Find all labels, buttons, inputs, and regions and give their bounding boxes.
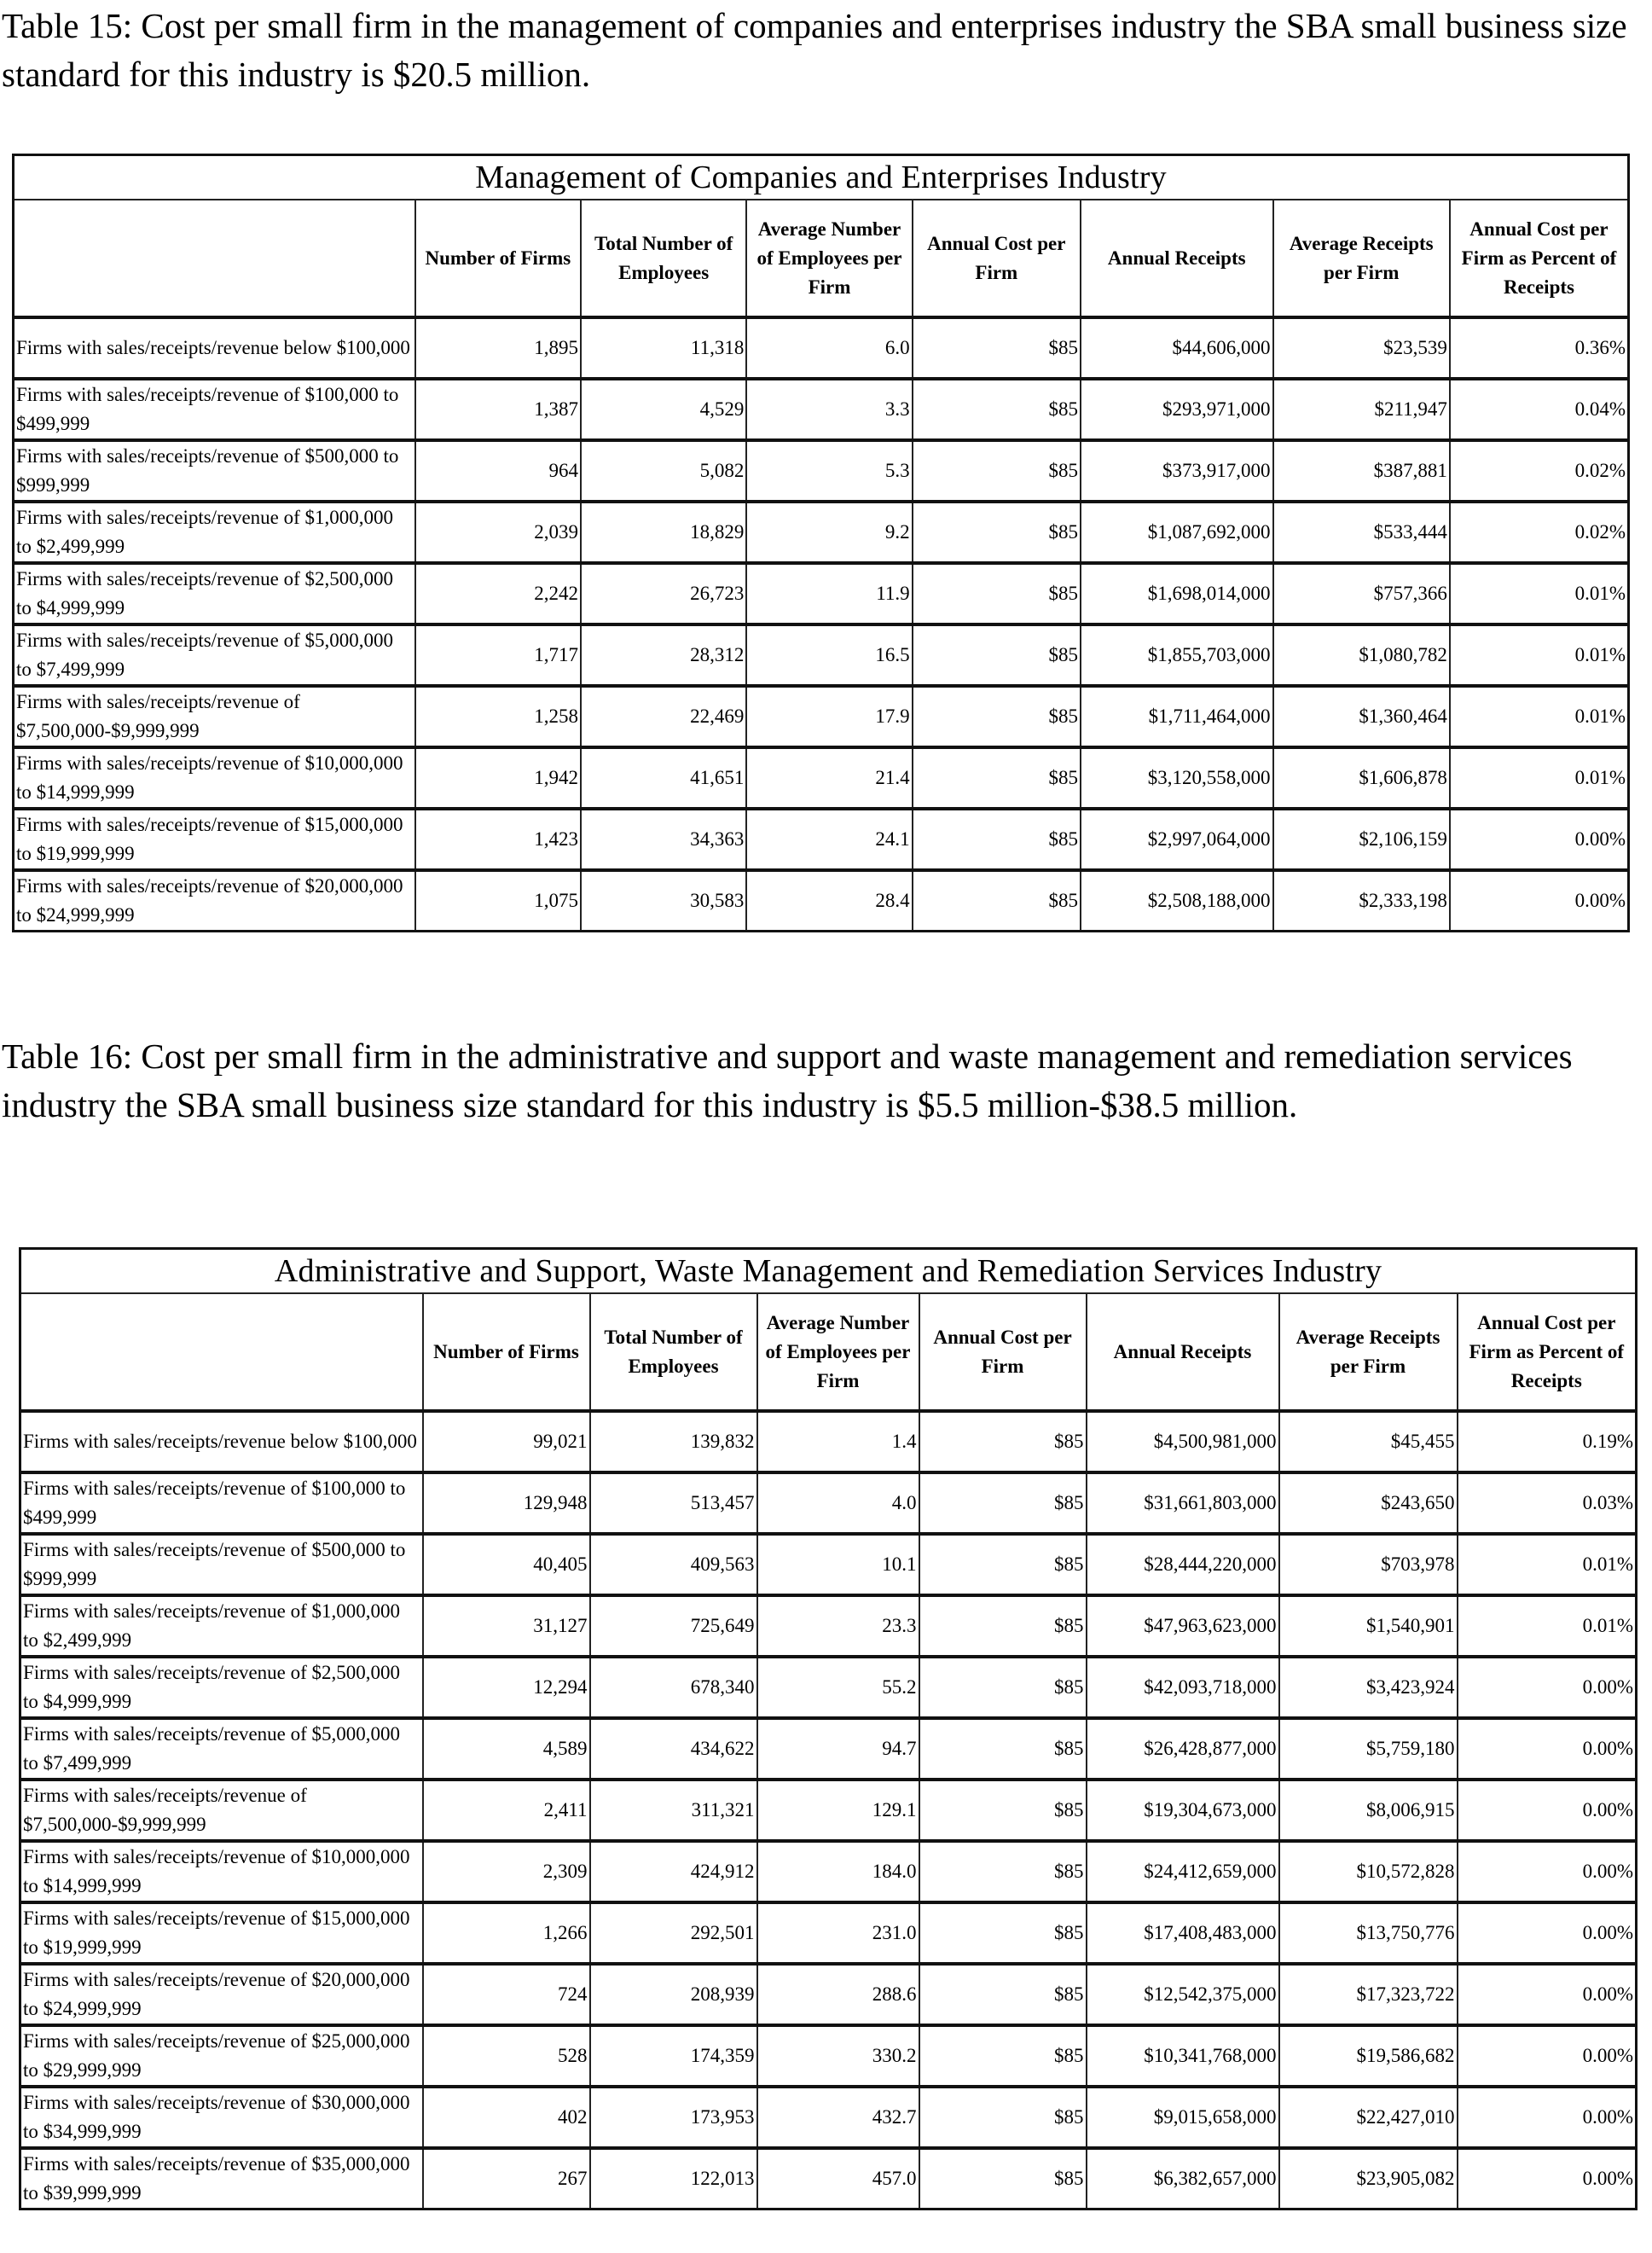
row-label: Firms with sales/receipts/revenue of $10,000,000 to $14,999,999 [20, 1841, 423, 1902]
table-cell: 0.19% [1458, 1411, 1637, 1472]
row-label: Firms with sales/receipts/revenue below $100,000 [20, 1411, 423, 1472]
row-label: Firms with sales/receipts/revenue of $30,000,000 to $34,999,999 [20, 2087, 423, 2148]
table-cell: $45,455 [1279, 1411, 1458, 1472]
row-label: Firms with sales/receipts/revenue of $2,500,000 to $4,999,999 [14, 563, 415, 624]
table-cell: 513,457 [590, 1472, 757, 1534]
table-cell: $24,412,659,000 [1087, 1841, 1279, 1902]
table-cell: $85 [919, 1411, 1087, 1472]
table-cell: 3.3 [746, 379, 912, 440]
table-15 [12, 154, 1630, 932]
row-label: Firms with sales/receipts/revenue of $2,500,000 to $4,999,999 [20, 1657, 423, 1718]
row-label: Firms with sales/receipts/revenue of $5,000,000 to $7,499,999 [20, 1718, 423, 1780]
row-label: Firms with sales/receipts/revenue of $15,000,000 to $19,999,999 [14, 809, 415, 870]
column-header-row [20, 1293, 1637, 1411]
table-cell: $28,444,220,000 [1087, 1534, 1279, 1595]
table-cell: 0.03% [1458, 1472, 1637, 1534]
table-cell: $85 [919, 1902, 1087, 1964]
table-cell: 0.00% [1458, 1718, 1637, 1780]
row-label: Firms with sales/receipts/revenue of $500,000 to $999,999 [14, 440, 415, 502]
table-cell: 0.01% [1450, 747, 1629, 809]
table-row [14, 440, 1629, 502]
row-label: Firms with sales/receipts/revenue of $20,000,000 to $24,999,999 [14, 870, 415, 932]
table-cell: 1,895 [415, 317, 581, 379]
table-cell: $2,333,198 [1273, 870, 1450, 932]
table-cell: 292,501 [590, 1902, 757, 1964]
table-row [20, 2025, 1637, 2087]
table-cell: 528 [423, 2025, 590, 2087]
table-cell: $1,540,901 [1279, 1595, 1458, 1657]
column-header: Number of Firms [415, 200, 581, 317]
table-cell: $85 [913, 379, 1081, 440]
table-cell: $85 [919, 1657, 1087, 1718]
table-cell: $85 [913, 317, 1081, 379]
table-cell: $19,304,673,000 [1087, 1780, 1279, 1841]
table-row [14, 379, 1629, 440]
table-row [20, 1964, 1637, 2025]
table-15-caption: Table 15: Cost per small firm in the management of companies and enterprises industry the SBA small business size standard for this industry is $20.5 million. [2, 6, 1627, 94]
table-cell: 184.0 [757, 1841, 919, 1902]
table-row [14, 317, 1629, 379]
table-cell: 0.36% [1450, 317, 1629, 379]
table-cell: 5.3 [746, 440, 912, 502]
row-label: Firms with sales/receipts/revenue of $20,000,000 to $24,999,999 [20, 1964, 423, 2025]
table-row [14, 809, 1629, 870]
table-cell: 208,939 [590, 1964, 757, 2025]
table-cell: 34,363 [581, 809, 746, 870]
table-cell: 409,563 [590, 1534, 757, 1595]
table-cell: 17.9 [746, 686, 912, 747]
table-cell: 0.00% [1458, 1964, 1637, 2025]
table-row [14, 870, 1629, 932]
row-label: Firms with sales/receipts/revenue of $1,000,000 to $2,499,999 [14, 502, 415, 563]
table-cell: $1,360,464 [1273, 686, 1450, 747]
table-cell: 21.4 [746, 747, 912, 809]
table-cell: $2,106,159 [1273, 809, 1450, 870]
table-cell: $10,572,828 [1279, 1841, 1458, 1902]
table-cell: 41,651 [581, 747, 746, 809]
table-cell: $85 [919, 2025, 1087, 2087]
column-header: Number of Firms [423, 1293, 590, 1411]
table-cell: 2,411 [423, 1780, 590, 1841]
table-cell: 40,405 [423, 1534, 590, 1595]
table-cell: 24.1 [746, 809, 912, 870]
table-cell: 18,829 [581, 502, 746, 563]
table-cell: 26,723 [581, 563, 746, 624]
table-cell: 0.01% [1450, 686, 1629, 747]
table-cell: 16.5 [746, 624, 912, 686]
table-cell: 0.00% [1458, 1841, 1637, 1902]
column-header: Annual Receipts [1081, 200, 1273, 317]
table-cell: 0.00% [1458, 2148, 1637, 2209]
table-cell: 0.00% [1458, 1780, 1637, 1841]
column-header: Total Number of Employees [581, 200, 746, 317]
table-row [20, 1902, 1637, 1964]
table-cell: $1,080,782 [1273, 624, 1450, 686]
table-cell: 0.00% [1458, 1902, 1637, 1964]
table-cell: 122,013 [590, 2148, 757, 2209]
table-row [20, 1841, 1637, 1902]
table-cell: 2,309 [423, 1841, 590, 1902]
table-cell: $703,978 [1279, 1534, 1458, 1595]
table-cell: 6.0 [746, 317, 912, 379]
table-cell: $85 [919, 1841, 1087, 1902]
row-label: Firms with sales/receipts/revenue of $7,500,000-$9,999,999 [20, 1780, 423, 1841]
table-cell: $85 [913, 686, 1081, 747]
table-cell: 9.2 [746, 502, 912, 563]
table-cell: 0.01% [1450, 563, 1629, 624]
column-header: Annual Cost per Firm as Percent of Receipts [1458, 1293, 1637, 1411]
table-cell: 1.4 [757, 1411, 919, 1472]
table-cell: 311,321 [590, 1780, 757, 1841]
table-cell: $533,444 [1273, 502, 1450, 563]
table-row [14, 563, 1629, 624]
table-cell: 1,266 [423, 1902, 590, 1964]
table-cell: 288.6 [757, 1964, 919, 2025]
table-cell: 0.04% [1450, 379, 1629, 440]
column-header: Annual Cost per Firm as Percent of Receipts [1450, 200, 1629, 317]
table-cell: 964 [415, 440, 581, 502]
table-cell: 173,953 [590, 2087, 757, 2148]
table-cell: 139,832 [590, 1411, 757, 1472]
column-header: Total Number of Employees [590, 1293, 757, 1411]
table-cell: 402 [423, 2087, 590, 2148]
table-cell: $17,323,722 [1279, 1964, 1458, 2025]
table-cell: $85 [919, 1780, 1087, 1841]
table-row [14, 747, 1629, 809]
table-cell: 11,318 [581, 317, 746, 379]
table-cell: 678,340 [590, 1657, 757, 1718]
table-cell: $23,539 [1273, 317, 1450, 379]
table-cell: 1,942 [415, 747, 581, 809]
table-cell: $47,963,623,000 [1087, 1595, 1279, 1657]
table-cell: $13,750,776 [1279, 1902, 1458, 1964]
table-cell: $31,661,803,000 [1087, 1472, 1279, 1534]
table-cell: $2,508,188,000 [1081, 870, 1273, 932]
table-cell: 55.2 [757, 1657, 919, 1718]
table-cell: 0.00% [1458, 1657, 1637, 1718]
table-cell: 4.0 [757, 1472, 919, 1534]
table-cell: 11.9 [746, 563, 912, 624]
table-cell: 2,039 [415, 502, 581, 563]
table-cell: 0.00% [1450, 870, 1629, 932]
table-cell: 434,622 [590, 1718, 757, 1780]
table-cell: 0.00% [1450, 809, 1629, 870]
table-cell: $85 [913, 747, 1081, 809]
row-label: Firms with sales/receipts/revenue of $1,000,000 to $2,499,999 [20, 1595, 423, 1657]
table-cell: $85 [919, 2148, 1087, 2209]
table-cell: $293,971,000 [1081, 379, 1273, 440]
row-label: Firms with sales/receipts/revenue of $5,000,000 to $7,499,999 [14, 624, 415, 686]
table-cell: $85 [919, 1964, 1087, 2025]
table-cell: $9,015,658,000 [1087, 2087, 1279, 2148]
row-label: Firms with sales/receipts/revenue below $100,000 [14, 317, 415, 379]
table-row [20, 2148, 1637, 2209]
table-cell: 1,075 [415, 870, 581, 932]
table-cell: $243,650 [1279, 1472, 1458, 1534]
table-cell: $22,427,010 [1279, 2087, 1458, 2148]
industry-title: Management of Companies and Enterprises Industry [14, 155, 1629, 200]
table-cell: $85 [919, 1472, 1087, 1534]
table-row [20, 2087, 1637, 2148]
table-cell: 424,912 [590, 1841, 757, 1902]
table-cell: 28,312 [581, 624, 746, 686]
table-cell: 4,529 [581, 379, 746, 440]
table-cell: 5,082 [581, 440, 746, 502]
table-row [20, 1780, 1637, 1841]
row-label: Firms with sales/receipts/revenue of $15,000,000 to $19,999,999 [20, 1902, 423, 1964]
table-cell: 99,021 [423, 1411, 590, 1472]
table-cell: 31,127 [423, 1595, 590, 1657]
table-row [20, 1411, 1637, 1472]
row-label: Firms with sales/receipts/revenue of $100,000 to $499,999 [14, 379, 415, 440]
table-cell: $1,698,014,000 [1081, 563, 1273, 624]
row-label: Firms with sales/receipts/revenue of $25,000,000 to $29,999,999 [20, 2025, 423, 2087]
table-cell: $85 [913, 809, 1081, 870]
table-cell: 0.01% [1458, 1595, 1637, 1657]
table-16 [19, 1247, 1638, 2210]
table-cell: $44,606,000 [1081, 317, 1273, 379]
table-cell: 0.00% [1458, 2025, 1637, 2087]
table-cell: 10.1 [757, 1534, 919, 1595]
table-cell: $85 [919, 2087, 1087, 2148]
table-cell: $757,366 [1273, 563, 1450, 624]
table-cell: $85 [919, 1534, 1087, 1595]
table-cell: 174,359 [590, 2025, 757, 2087]
table-cell: 12,294 [423, 1657, 590, 1718]
table-cell: $85 [919, 1718, 1087, 1780]
table-cell: 22,469 [581, 686, 746, 747]
table-cell: $3,423,924 [1279, 1657, 1458, 1718]
table-cell: 0.02% [1450, 440, 1629, 502]
table-cell: $23,905,082 [1279, 2148, 1458, 2209]
row-label: Firms with sales/receipts/revenue of $100,000 to $499,999 [20, 1472, 423, 1534]
table-cell: $26,428,877,000 [1087, 1718, 1279, 1780]
table-cell: 457.0 [757, 2148, 919, 2209]
table-cell: 267 [423, 2148, 590, 2209]
table-16-caption: Table 16: Cost per small firm in the administrative and support and waste management and remediation services industry the SBA small business size standard for this industry is $5.5 million-$38.5 million. [2, 1036, 1573, 1124]
column-header: Annual Cost per Firm [913, 200, 1081, 317]
column-header: Annual Receipts [1087, 1293, 1279, 1411]
table-cell: $3,120,558,000 [1081, 747, 1273, 809]
table-cell: $2,997,064,000 [1081, 809, 1273, 870]
table-cell: 129,948 [423, 1472, 590, 1534]
table-cell: $387,881 [1273, 440, 1450, 502]
table-cell: 1,387 [415, 379, 581, 440]
table-cell: $1,087,692,000 [1081, 502, 1273, 563]
table-cell: 0.00% [1458, 2087, 1637, 2148]
table-row [20, 1595, 1637, 1657]
table-row [14, 624, 1629, 686]
table-cell: $12,542,375,000 [1087, 1964, 1279, 2025]
table-cell: $5,759,180 [1279, 1718, 1458, 1780]
table-cell: 724 [423, 1964, 590, 2025]
table-cell: $17,408,483,000 [1087, 1902, 1279, 1964]
industry-title: Administrative and Support, Waste Management and Remediation Services Industry [20, 1249, 1637, 1294]
table-cell: $85 [913, 440, 1081, 502]
table-cell: $1,855,703,000 [1081, 624, 1273, 686]
table-row [20, 1718, 1637, 1780]
table-cell: 0.02% [1450, 502, 1629, 563]
table-cell: 23.3 [757, 1595, 919, 1657]
table-cell: $4,500,981,000 [1087, 1411, 1279, 1472]
row-label: Firms with sales/receipts/revenue of $7,500,000-$9,999,999 [14, 686, 415, 747]
table-cell: 1,423 [415, 809, 581, 870]
table-cell: $8,006,915 [1279, 1780, 1458, 1841]
table-cell: 1,717 [415, 624, 581, 686]
table-cell: $85 [913, 870, 1081, 932]
table-cell: 2,242 [415, 563, 581, 624]
table-cell: 231.0 [757, 1902, 919, 1964]
table-cell: $373,917,000 [1081, 440, 1273, 502]
column-header: Annual Cost per Firm [919, 1293, 1087, 1411]
table-cell: $19,586,682 [1279, 2025, 1458, 2087]
table-row [14, 502, 1629, 563]
table-cell: $85 [913, 563, 1081, 624]
table-row [20, 1534, 1637, 1595]
row-label: Firms with sales/receipts/revenue of $500,000 to $999,999 [20, 1534, 423, 1595]
column-header: Average Number of Employees per Firm [746, 200, 912, 317]
table-cell: 432.7 [757, 2087, 919, 2148]
table-cell: $85 [913, 502, 1081, 563]
table-row [14, 686, 1629, 747]
table-cell: 30,583 [581, 870, 746, 932]
table-cell: $85 [913, 624, 1081, 686]
table-cell: $1,606,878 [1273, 747, 1450, 809]
column-header-row [14, 200, 1629, 317]
column-header: Average Receipts per Firm [1273, 200, 1450, 317]
table-cell: $10,341,768,000 [1087, 2025, 1279, 2087]
table-row [20, 1472, 1637, 1534]
column-header-blank [14, 200, 415, 317]
column-header-blank [20, 1293, 423, 1411]
table-row [20, 1657, 1637, 1718]
table-cell: 725,649 [590, 1595, 757, 1657]
table-cell: $211,947 [1273, 379, 1450, 440]
table-cell: 1,258 [415, 686, 581, 747]
table-cell: $42,093,718,000 [1087, 1657, 1279, 1718]
table-cell: $1,711,464,000 [1081, 686, 1273, 747]
table-cell: $85 [919, 1595, 1087, 1657]
column-header: Average Receipts per Firm [1279, 1293, 1458, 1411]
table-cell: 330.2 [757, 2025, 919, 2087]
table-cell: $6,382,657,000 [1087, 2148, 1279, 2209]
table-cell: 94.7 [757, 1718, 919, 1780]
table-cell: 28.4 [746, 870, 912, 932]
table-cell: 0.01% [1450, 624, 1629, 686]
row-label: Firms with sales/receipts/revenue of $35,000,000 to $39,999,999 [20, 2148, 423, 2209]
table-cell: 129.1 [757, 1780, 919, 1841]
column-header: Average Number of Employees per Firm [757, 1293, 919, 1411]
table-cell: 4,589 [423, 1718, 590, 1780]
row-label: Firms with sales/receipts/revenue of $10,000,000 to $14,999,999 [14, 747, 415, 809]
table-cell: 0.01% [1458, 1534, 1637, 1595]
